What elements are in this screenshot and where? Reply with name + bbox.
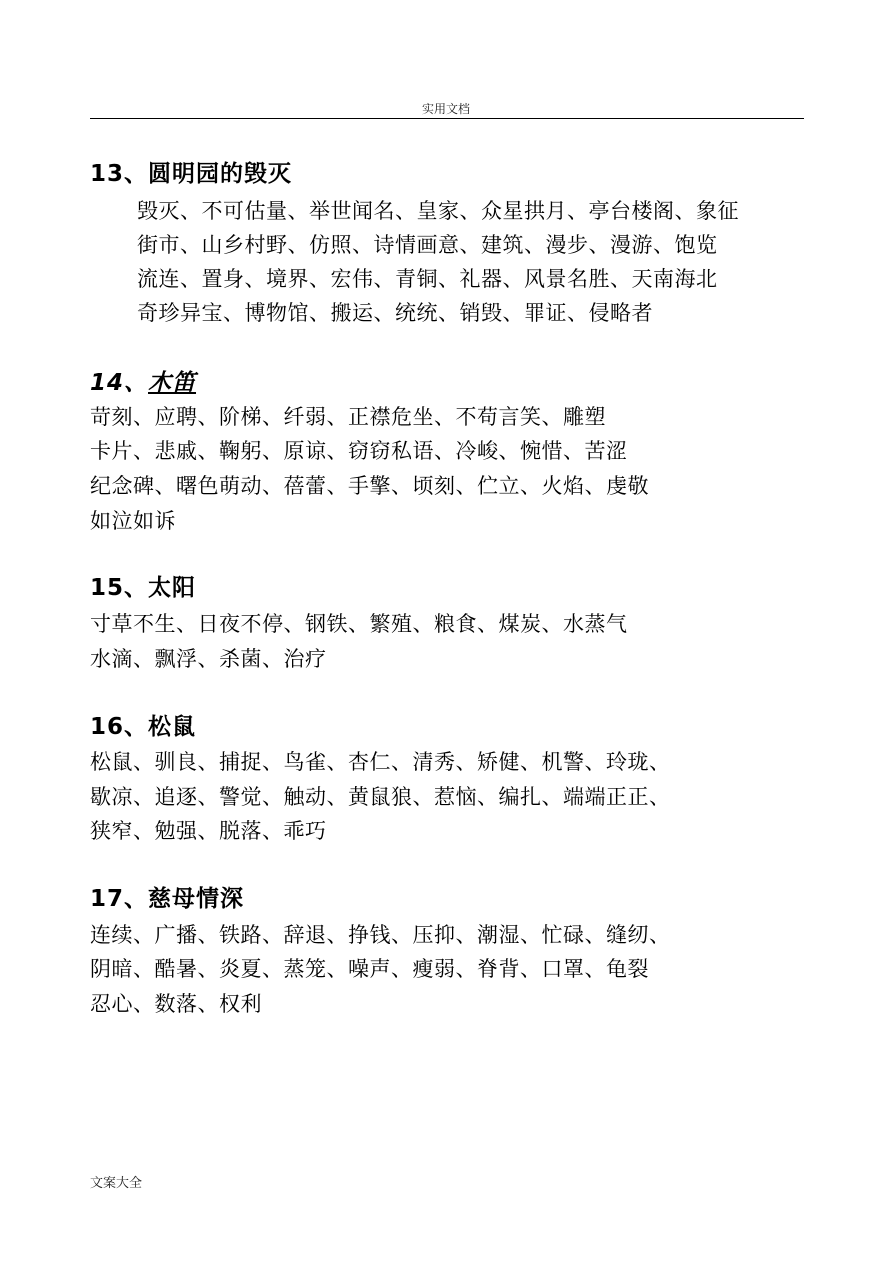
section-heading: 13、圆明园的毁灭	[90, 161, 293, 187]
section-heading: 15、太阳	[90, 575, 197, 601]
word-line: 如泣如诉	[90, 509, 176, 533]
heading-title: 木笛	[148, 370, 197, 396]
word-line: 奇珍异宝、博物馆、搬运、统统、销毁、罪证、侵略者	[137, 301, 653, 325]
word-line: 忍心、数落、权利	[90, 992, 262, 1016]
section-heading	[90, 364, 196, 397]
footer-text: 文案大全	[90, 1176, 143, 1191]
word-line: 阴暗、酷暑、炎夏、蒸笼、噪声、瘦弱、脊背、口罩、龟裂	[90, 957, 649, 981]
word-line: 毁灭、不可估量、举世闻名、皇家、众星拱月、亭台楼阁、象征	[137, 199, 739, 223]
heading-number: 14、	[90, 370, 149, 396]
word-line: 苛刻、应聘、阶梯、纤弱、正襟危坐、不苟言笑、雕塑	[90, 405, 606, 429]
word-line: 街市、山乡村野、仿照、诗情画意、建筑、漫步、漫游、饱览	[137, 233, 718, 257]
word-line: 水滴、飘浮、杀菌、治疗	[90, 647, 327, 671]
header-text: 实用文档	[421, 102, 470, 116]
section-heading: 16、松鼠	[90, 714, 197, 740]
word-line: 寸草不生、日夜不停、钢铁、繁殖、粮食、煤炭、水蒸气	[90, 612, 628, 636]
word-line: 狭窄、勉强、脱落、乖巧	[90, 819, 327, 843]
word-line: 连续、广播、铁路、辞退、挣钱、压抑、潮湿、忙碌、缝纫、	[90, 923, 671, 947]
section-heading: 17、慈母情深	[90, 886, 245, 912]
word-line: 纪念碑、曙色萌动、蓓蕾、手擎、顷刻、伫立、火焰、虔敬	[90, 474, 649, 498]
word-line: 流连、置身、境界、宏伟、青铜、礼器、风景名胜、天南海北	[137, 267, 718, 291]
header-rule	[90, 118, 804, 119]
word-line: 歇凉、追逐、警觉、触动、黄鼠狼、惹恼、编扎、端端正正、	[90, 785, 671, 809]
word-line: 松鼠、驯良、捕捉、鸟雀、杏仁、清秀、矫健、机警、玲珑、	[90, 750, 671, 774]
word-line: 卡片、悲戚、鞠躬、原谅、窃窃私语、冷峻、惋惜、苦涩	[90, 439, 628, 463]
